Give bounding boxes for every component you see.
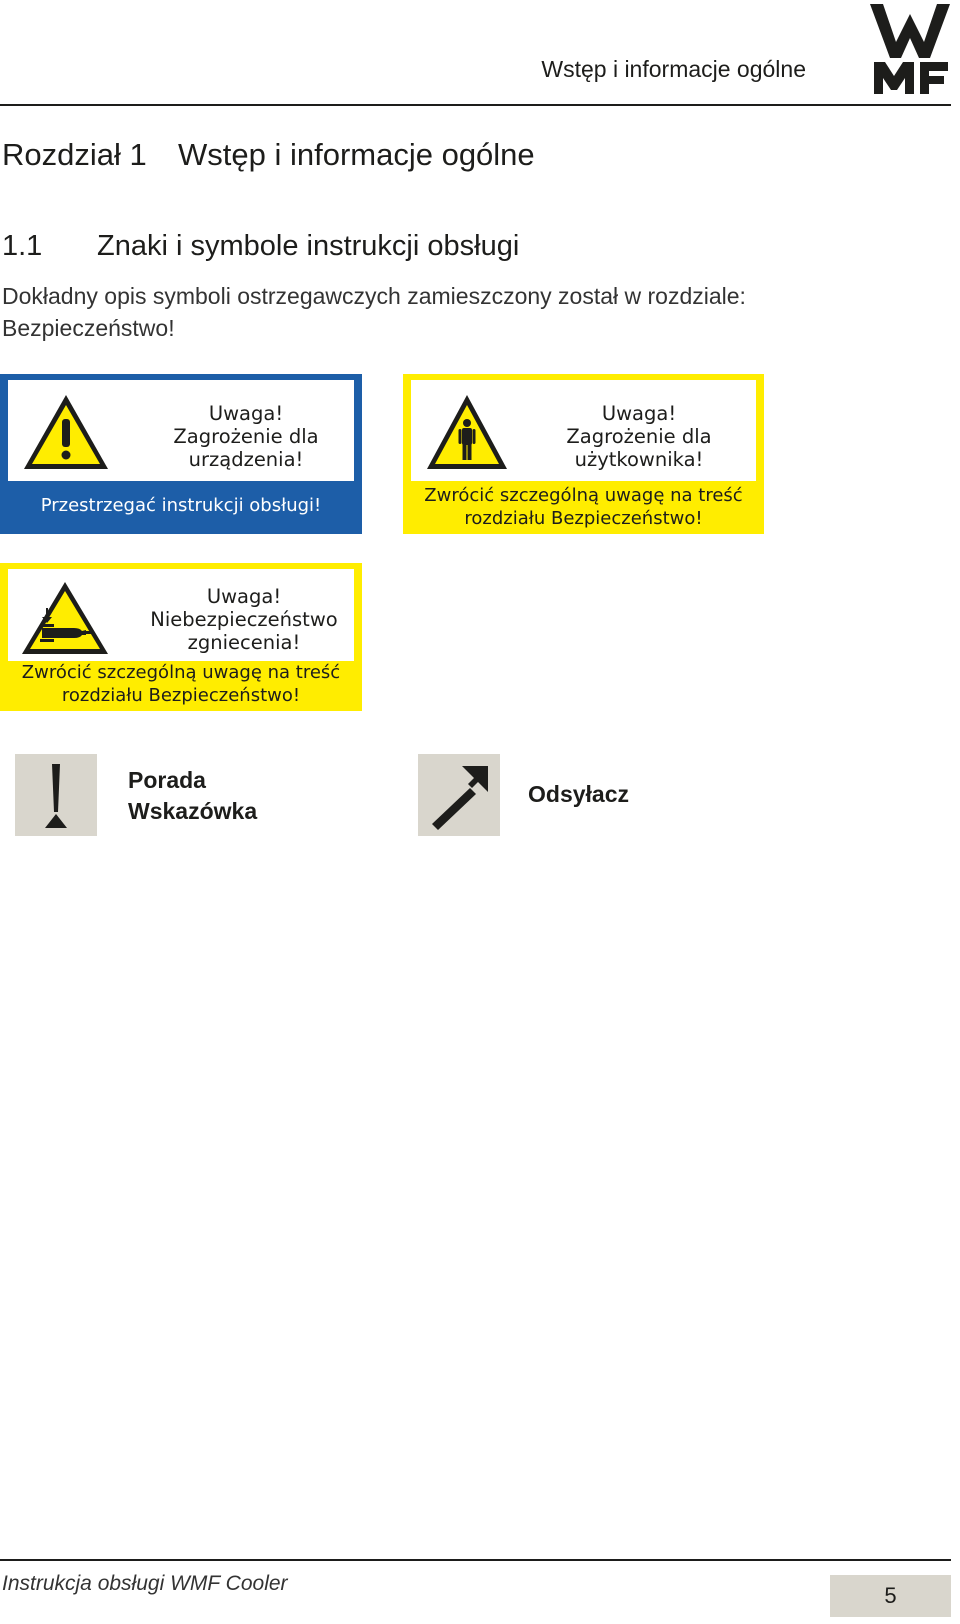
section-title: Znaki i symbole instrukcji obsługi [97,230,520,262]
device-warning-panel [0,374,362,534]
footer-text: Instrukcja obsługi WMF Cooler [2,1572,288,1595]
reference-label: Odsyłacz [528,781,629,807]
exclamation-tip-icon [15,754,97,836]
crush-warning-panel [0,563,362,711]
header-rule [0,104,951,106]
user-warning-footer: Zwrócić szczególną uwagę na treść rozdziału Bezpieczeństwo! [424,485,743,529]
crush-warning-footer: Zwrócić szczególną uwagę na treść rozdziału Bezpieczeństwo! [21,662,341,706]
crush-warning-body [8,569,354,661]
section-number: 1.1 [2,230,43,262]
exclamation-warning-icon [22,392,110,472]
device-warning-footer: Przestrzegać instrukcji obsługi! [40,495,322,516]
page-number: 5 [884,1583,897,1608]
reference-symbol [418,754,500,836]
footer-rule [0,1559,951,1561]
intro-paragraph: Dokładny opis symboli ostrzegawczych zamieszczony został w rozdziale: Bezpieczeństwo! [2,283,746,341]
tip-symbol [15,754,97,836]
device-warning-body [8,380,354,481]
running-header-title: Wstęp i informacje ogólne [541,56,806,82]
chapter-title: Wstęp i informacje ogólne [178,137,535,172]
user-warning-panel [403,374,764,534]
device-warning-heading: Uwaga! Zagrożenie dla urządzenia! [173,402,319,471]
person-warning-icon [425,392,509,472]
wmf-logo [870,2,950,96]
hand-crush-warning-icon [20,579,110,657]
user-warning-heading: Uwaga! Zagrożenie dla użytkownika! [566,402,712,471]
user-warning-body [411,380,756,481]
crush-warning-heading: Uwaga! Niebezpieczeństwo zgniecenia! [150,585,338,654]
arrow-reference-icon [418,754,500,836]
tip-label: Porada Wskazówka [128,767,258,824]
chapter-number: Rozdział 1 [2,137,147,172]
